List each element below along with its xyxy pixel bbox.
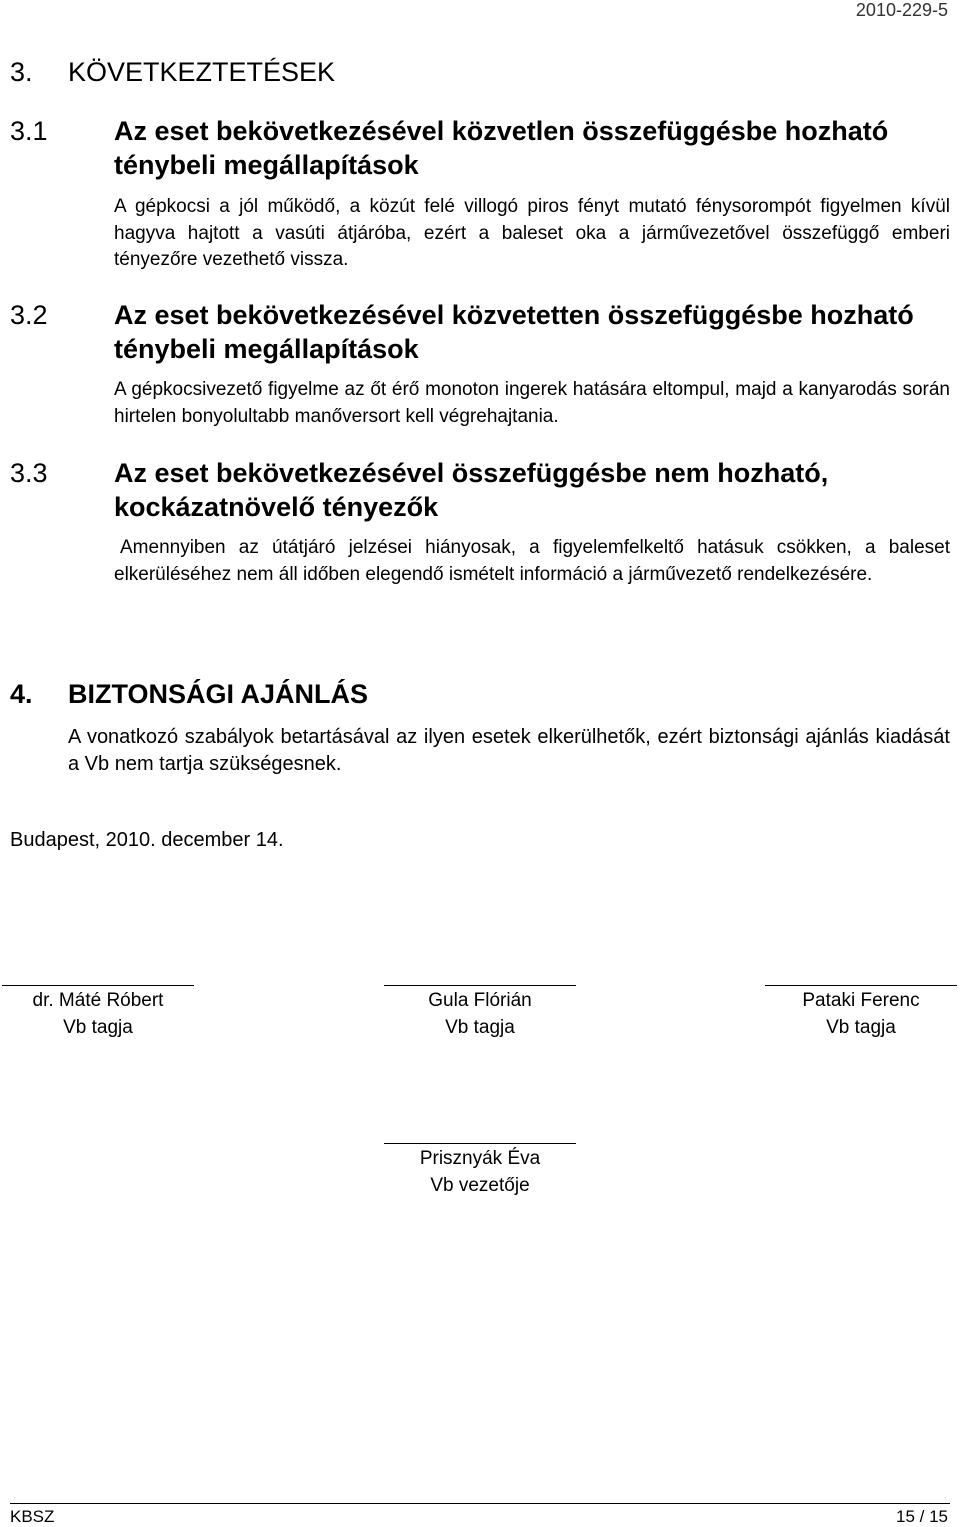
signature-name: Prisznyák Éva xyxy=(419,1148,541,1169)
signature-role: Vb tagja xyxy=(826,1016,896,1038)
subsection-3-1-title: Az eset bekövetkezésével közvetlen összefüggésbe hozható ténybeli megállapítások xyxy=(114,116,889,180)
signature-block-2 xyxy=(384,985,576,1041)
subsection-3-3-heading xyxy=(10,456,950,526)
footer-page-number: 15 / 15 xyxy=(896,1507,948,1526)
subsection-3-2-number: 3.2 xyxy=(10,300,48,330)
signature-name: dr. Máté Róbert xyxy=(32,990,164,1011)
place-date: Budapest, 2010. december 14. xyxy=(10,829,284,851)
subsection-3-1-number: 3.1 xyxy=(10,116,48,146)
subsection-3-2-heading xyxy=(10,298,950,368)
document-id: 2010-229-5 xyxy=(855,0,948,20)
footer-org: KBSZ xyxy=(10,1507,55,1526)
signature-block-1 xyxy=(2,985,194,1041)
section-4-heading xyxy=(10,678,368,710)
section-4-title: BIZTONSÁGI AJÁNLÁS xyxy=(68,679,369,709)
section-4-text: A vonatkozó szabályok betartásával az ilyen esetek elkerülhetők, ezért biztonsági ajánlás kiadását a Vb nem tartja szükségesnek. xyxy=(68,726,950,775)
signature-line xyxy=(384,1143,576,1144)
signature-block-3 xyxy=(765,985,957,1041)
subsection-3-3-text: Amennyiben az útátjáró jelzései hiányosak, a figyelemfelkeltő hatásuk csökken, a baleset elkerüléséhez nem áll időben elegendő ismételt információ a járművezető rendelkezésére. xyxy=(114,537,950,585)
subsection-3-3-title: Az eset bekövetkezésével összefüggésbe nem hozható, kockázatnövelő tényezők xyxy=(114,458,829,522)
section-3-number: 3. xyxy=(10,57,33,87)
section-3-heading xyxy=(10,56,335,88)
subsection-3-2-title: Az eset bekövetkezésével közvetetten összefüggésbe hozható ténybeli megállapítások xyxy=(114,300,914,364)
signature-role: Vb tagja xyxy=(63,1016,133,1038)
subsection-3-3-number: 3.3 xyxy=(10,458,48,488)
footer-divider xyxy=(10,1503,950,1504)
subsection-3-1-text: A gépkocsi a jól működő, a közút felé villogó piros fényt mutató fénysorompót figyelmen kívül hagyva hajtott a vasúti átjáróba, ezért a baleset oka a járművezetővel összefüggő emberi tényezőre vezethető vissza. xyxy=(114,196,950,270)
signature-role: Vb tagja xyxy=(445,1016,515,1038)
section-4-number: 4. xyxy=(10,679,33,709)
subsection-3-2-text: A gépkocsivezető figyelme az őt érő monoton ingerek hatására eltompul, majd a kanyarodás során hirtelen bonyolultabb manőversort kell végrehajtania. xyxy=(114,379,950,427)
section-3-title: KÖVETKEZTETÉSEK xyxy=(68,57,336,87)
signature-line xyxy=(384,985,576,986)
signature-role: Vb vezetője xyxy=(430,1174,530,1196)
subsection-3-1-heading xyxy=(10,114,950,184)
signature-line xyxy=(2,985,194,986)
signature-block-chair xyxy=(384,1143,576,1199)
signature-name: Pataki Ferenc xyxy=(802,990,920,1011)
signature-line xyxy=(765,985,957,986)
signature-name: Gula Flórián xyxy=(428,990,532,1011)
